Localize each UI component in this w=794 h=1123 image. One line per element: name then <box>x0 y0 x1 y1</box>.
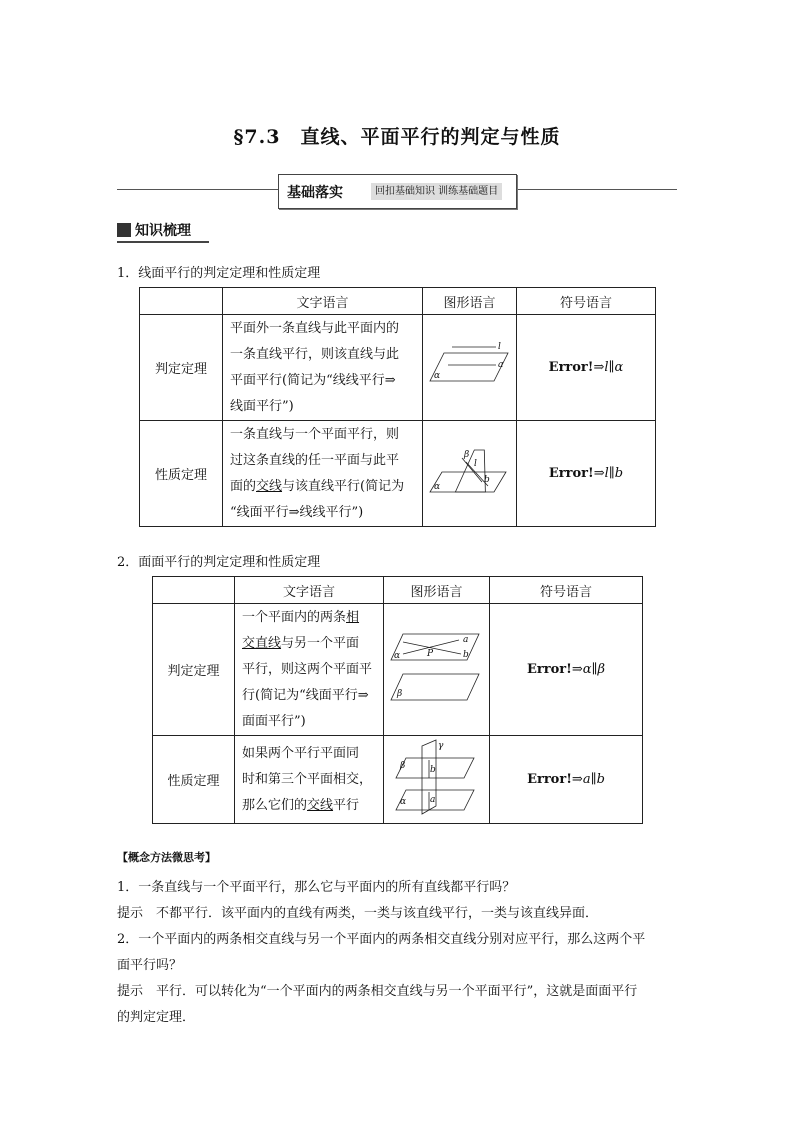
header-empty <box>153 577 235 604</box>
header-figure-lang: 图形语言 <box>423 288 517 315</box>
figure-line-plane-property <box>423 421 517 527</box>
row-text: 一个平面内的两条相 交直线与另一个平面 平行，则这两个平面平 行(简记为“线面平行⇒ 面面平行”) <box>235 604 384 736</box>
row-text: 如果两个平行平面同 时和第三个平面相交， 那么它们的交线平行 <box>235 736 384 824</box>
svg-text:b: b <box>429 764 436 775</box>
answer-2-line-1: 提示 平行．可以转化为“一个平面内的两条相交直线与另一个平面平行”，这就是面面平行 <box>117 984 638 999</box>
question-2-line-2: 面平行吗？ <box>117 958 183 973</box>
table-plane-plane <box>152 576 643 824</box>
header-text-lang: 文字语言 <box>235 577 384 604</box>
symbol-cell: Error!⇒a∥b <box>490 736 643 824</box>
table-header-row <box>140 288 656 315</box>
table-row <box>153 604 643 736</box>
row-label: 判定定理 <box>140 315 223 421</box>
divider-right <box>517 189 677 190</box>
figure-plane-plane-property <box>384 736 490 824</box>
svg-text:α: α <box>433 481 440 492</box>
svg-text:α: α <box>433 370 440 381</box>
svg-text:a: a <box>462 634 468 645</box>
symbol-cell: Error!⇒l∥b <box>517 421 656 527</box>
header-symbol-lang: 符号语言 <box>490 577 643 604</box>
answer-1: 提示 不都平行．该平面内的直线有两类，一类与该直线平行，一类与该直线异面． <box>117 906 599 921</box>
svg-text:α: α <box>393 650 400 661</box>
svg-text:α: α <box>399 796 406 807</box>
svg-text:l: l <box>497 341 501 352</box>
svg-text:β: β <box>399 760 405 771</box>
table-header-row <box>153 577 643 604</box>
svg-text:P: P <box>426 648 433 659</box>
svg-text:b: b <box>483 474 490 485</box>
square-icon <box>117 223 131 237</box>
section-underline <box>117 241 209 243</box>
header-empty <box>140 288 223 315</box>
item2-heading: 2．面面平行的判定定理和性质定理 <box>117 555 321 570</box>
svg-text:β: β <box>463 449 469 460</box>
banner-subtitle: 回扣基础知识 训练基础题目 <box>371 183 502 200</box>
think-heading: 【概念方法微思考】 <box>117 851 216 864</box>
row-label: 判定定理 <box>153 604 235 736</box>
table-row <box>153 736 643 824</box>
svg-text:l: l <box>473 458 477 469</box>
row-text: 平面外一条直线与此平面内的 一条直线平行，则该直线与此 平面平行(简记为“线线平行⇒ 线面平行”) <box>223 315 423 421</box>
question-1: 1．一条直线与一个平面平行，那么它与平面内的所有直线都平行吗？ <box>117 880 516 895</box>
symbol-cell: Error!⇒l∥α <box>517 315 656 421</box>
row-label: 性质定理 <box>153 736 235 824</box>
section-banner <box>278 174 517 209</box>
header-figure-lang: 图形语言 <box>384 577 490 604</box>
figure-line-plane-criterion <box>423 315 517 421</box>
row-text: 一条直线与一个平面平行，则 过这条直线的任一平面与此平 面的交线与该直线平行(简记为 “线面平行⇒线线平行”) <box>223 421 423 527</box>
table-row <box>140 315 656 421</box>
page-title: §7.3 直线、平面平行的判定与性质 <box>233 126 561 148</box>
section-heading: 知识梳理 <box>117 220 191 240</box>
table-line-plane <box>139 287 656 527</box>
answer-2-line-2: 的判定定理． <box>117 1010 196 1025</box>
table-row <box>140 421 656 527</box>
svg-text:b: b <box>462 649 469 660</box>
row-label: 性质定理 <box>140 421 223 527</box>
item1-heading: 1．线面平行的判定定理和性质定理 <box>117 266 321 281</box>
question-2-line-1: 2．一个平面内的两条相交直线与另一个平面内的两条相交直线分别对应平行，那么这两个平 <box>117 932 646 947</box>
banner-title: 基础落实 <box>287 185 343 201</box>
header-symbol-lang: 符号语言 <box>517 288 656 315</box>
svg-text:a: a <box>429 794 435 805</box>
divider-left <box>117 189 278 190</box>
svg-text:β: β <box>396 688 402 699</box>
svg-text:a: a <box>497 359 503 370</box>
symbol-cell: Error!⇒α∥β <box>490 604 643 736</box>
figure-plane-plane-criterion <box>384 604 490 736</box>
svg-text:γ: γ <box>437 740 443 751</box>
header-text-lang: 文字语言 <box>223 288 423 315</box>
